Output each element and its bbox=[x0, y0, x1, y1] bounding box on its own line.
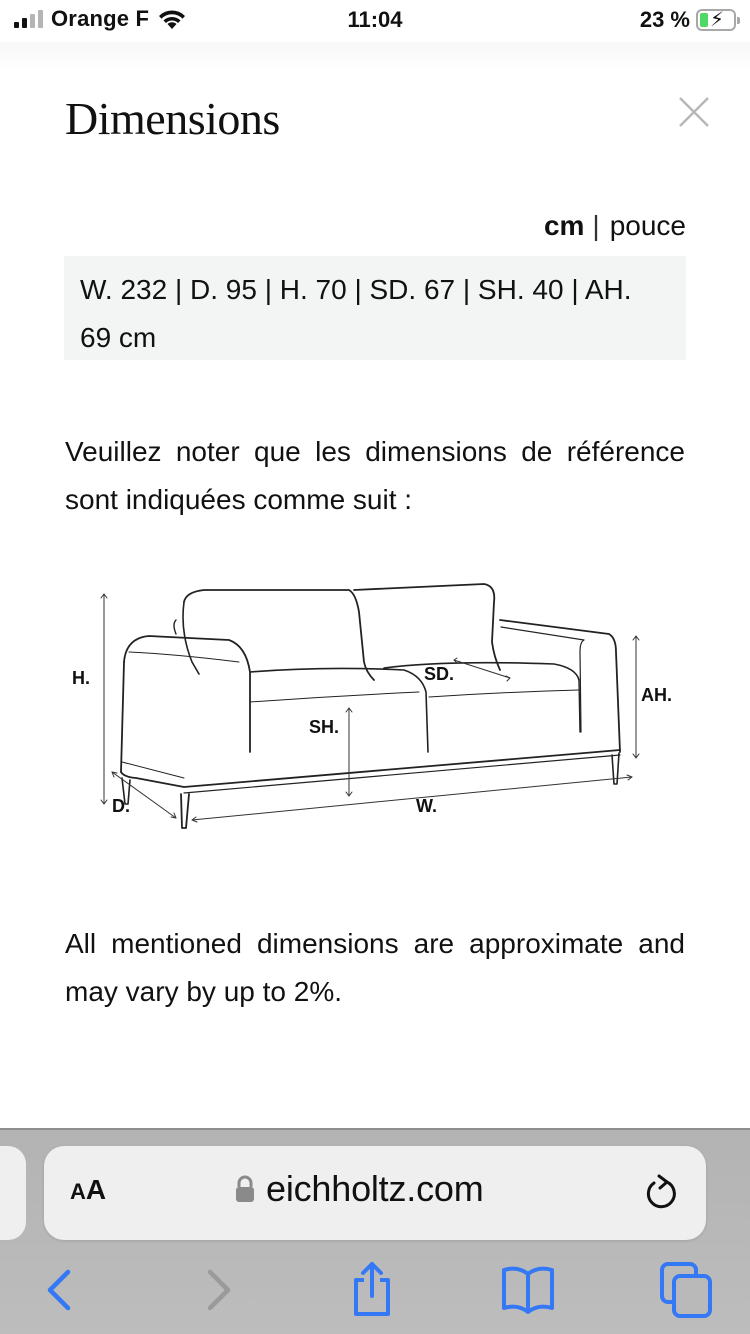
battery-icon bbox=[696, 9, 736, 31]
lock-icon bbox=[234, 1174, 256, 1204]
share-button[interactable] bbox=[342, 1260, 402, 1320]
unit-inch-option[interactable]: pouce bbox=[609, 210, 686, 241]
modal-top-band bbox=[0, 42, 750, 70]
forward-icon bbox=[188, 1260, 248, 1320]
url-text: eichholtz.com bbox=[266, 1168, 484, 1209]
label-arm-height: AH. bbox=[641, 685, 672, 705]
sofa-illustration bbox=[64, 572, 694, 832]
dimensions-summary: W. 232 | D. 95 | H. 70 | SD. 67 | SH. 40 | AH. 69 cm bbox=[64, 256, 686, 360]
share-icon bbox=[342, 1260, 402, 1320]
tabs-icon bbox=[656, 1260, 716, 1320]
status-bar bbox=[0, 0, 750, 42]
unit-separator: | bbox=[592, 210, 600, 241]
url-display[interactable] bbox=[234, 1168, 484, 1210]
label-width: W. bbox=[416, 796, 437, 816]
battery-group bbox=[640, 7, 736, 33]
label-seat-height: SH. bbox=[309, 717, 340, 737]
reference-note-fr: Veuillez noter que les dimensions de référence sont indiquées comme suit : bbox=[65, 436, 685, 515]
bookmarks-icon bbox=[498, 1260, 558, 1320]
page-title: Dimensions bbox=[65, 93, 280, 144]
back-button[interactable] bbox=[28, 1260, 88, 1320]
approximation-note: All mentioned dimensions are approximate and may vary by up to 2%. bbox=[65, 928, 685, 1007]
browser-bottom-bar bbox=[0, 1128, 750, 1334]
close-icon[interactable] bbox=[676, 94, 712, 130]
charging-bolt-icon: ⚡ bbox=[710, 9, 725, 31]
clock: 11:04 bbox=[347, 7, 403, 32]
sofa-dimension-diagram bbox=[64, 572, 694, 832]
label-height: H. bbox=[72, 668, 90, 688]
unit-toggle bbox=[544, 210, 686, 242]
back-icon bbox=[28, 1260, 88, 1320]
browser-toolbar bbox=[0, 1260, 750, 1320]
previous-tab-preview[interactable] bbox=[0, 1146, 26, 1240]
label-seat-depth: SD. bbox=[424, 664, 455, 684]
label-depth: D. bbox=[112, 796, 130, 816]
text-size-button[interactable]: AA bbox=[70, 1174, 107, 1205]
tabs-button[interactable] bbox=[656, 1260, 716, 1320]
forward-button[interactable] bbox=[188, 1260, 248, 1320]
address-bar[interactable] bbox=[44, 1146, 706, 1240]
unit-cm-option[interactable]: cm bbox=[543, 210, 585, 241]
battery-percentage: 23 % bbox=[639, 7, 690, 32]
bookmarks-button[interactable] bbox=[498, 1260, 558, 1320]
carrier-name: Orange F bbox=[51, 6, 150, 31]
reload-icon[interactable] bbox=[640, 1172, 682, 1214]
